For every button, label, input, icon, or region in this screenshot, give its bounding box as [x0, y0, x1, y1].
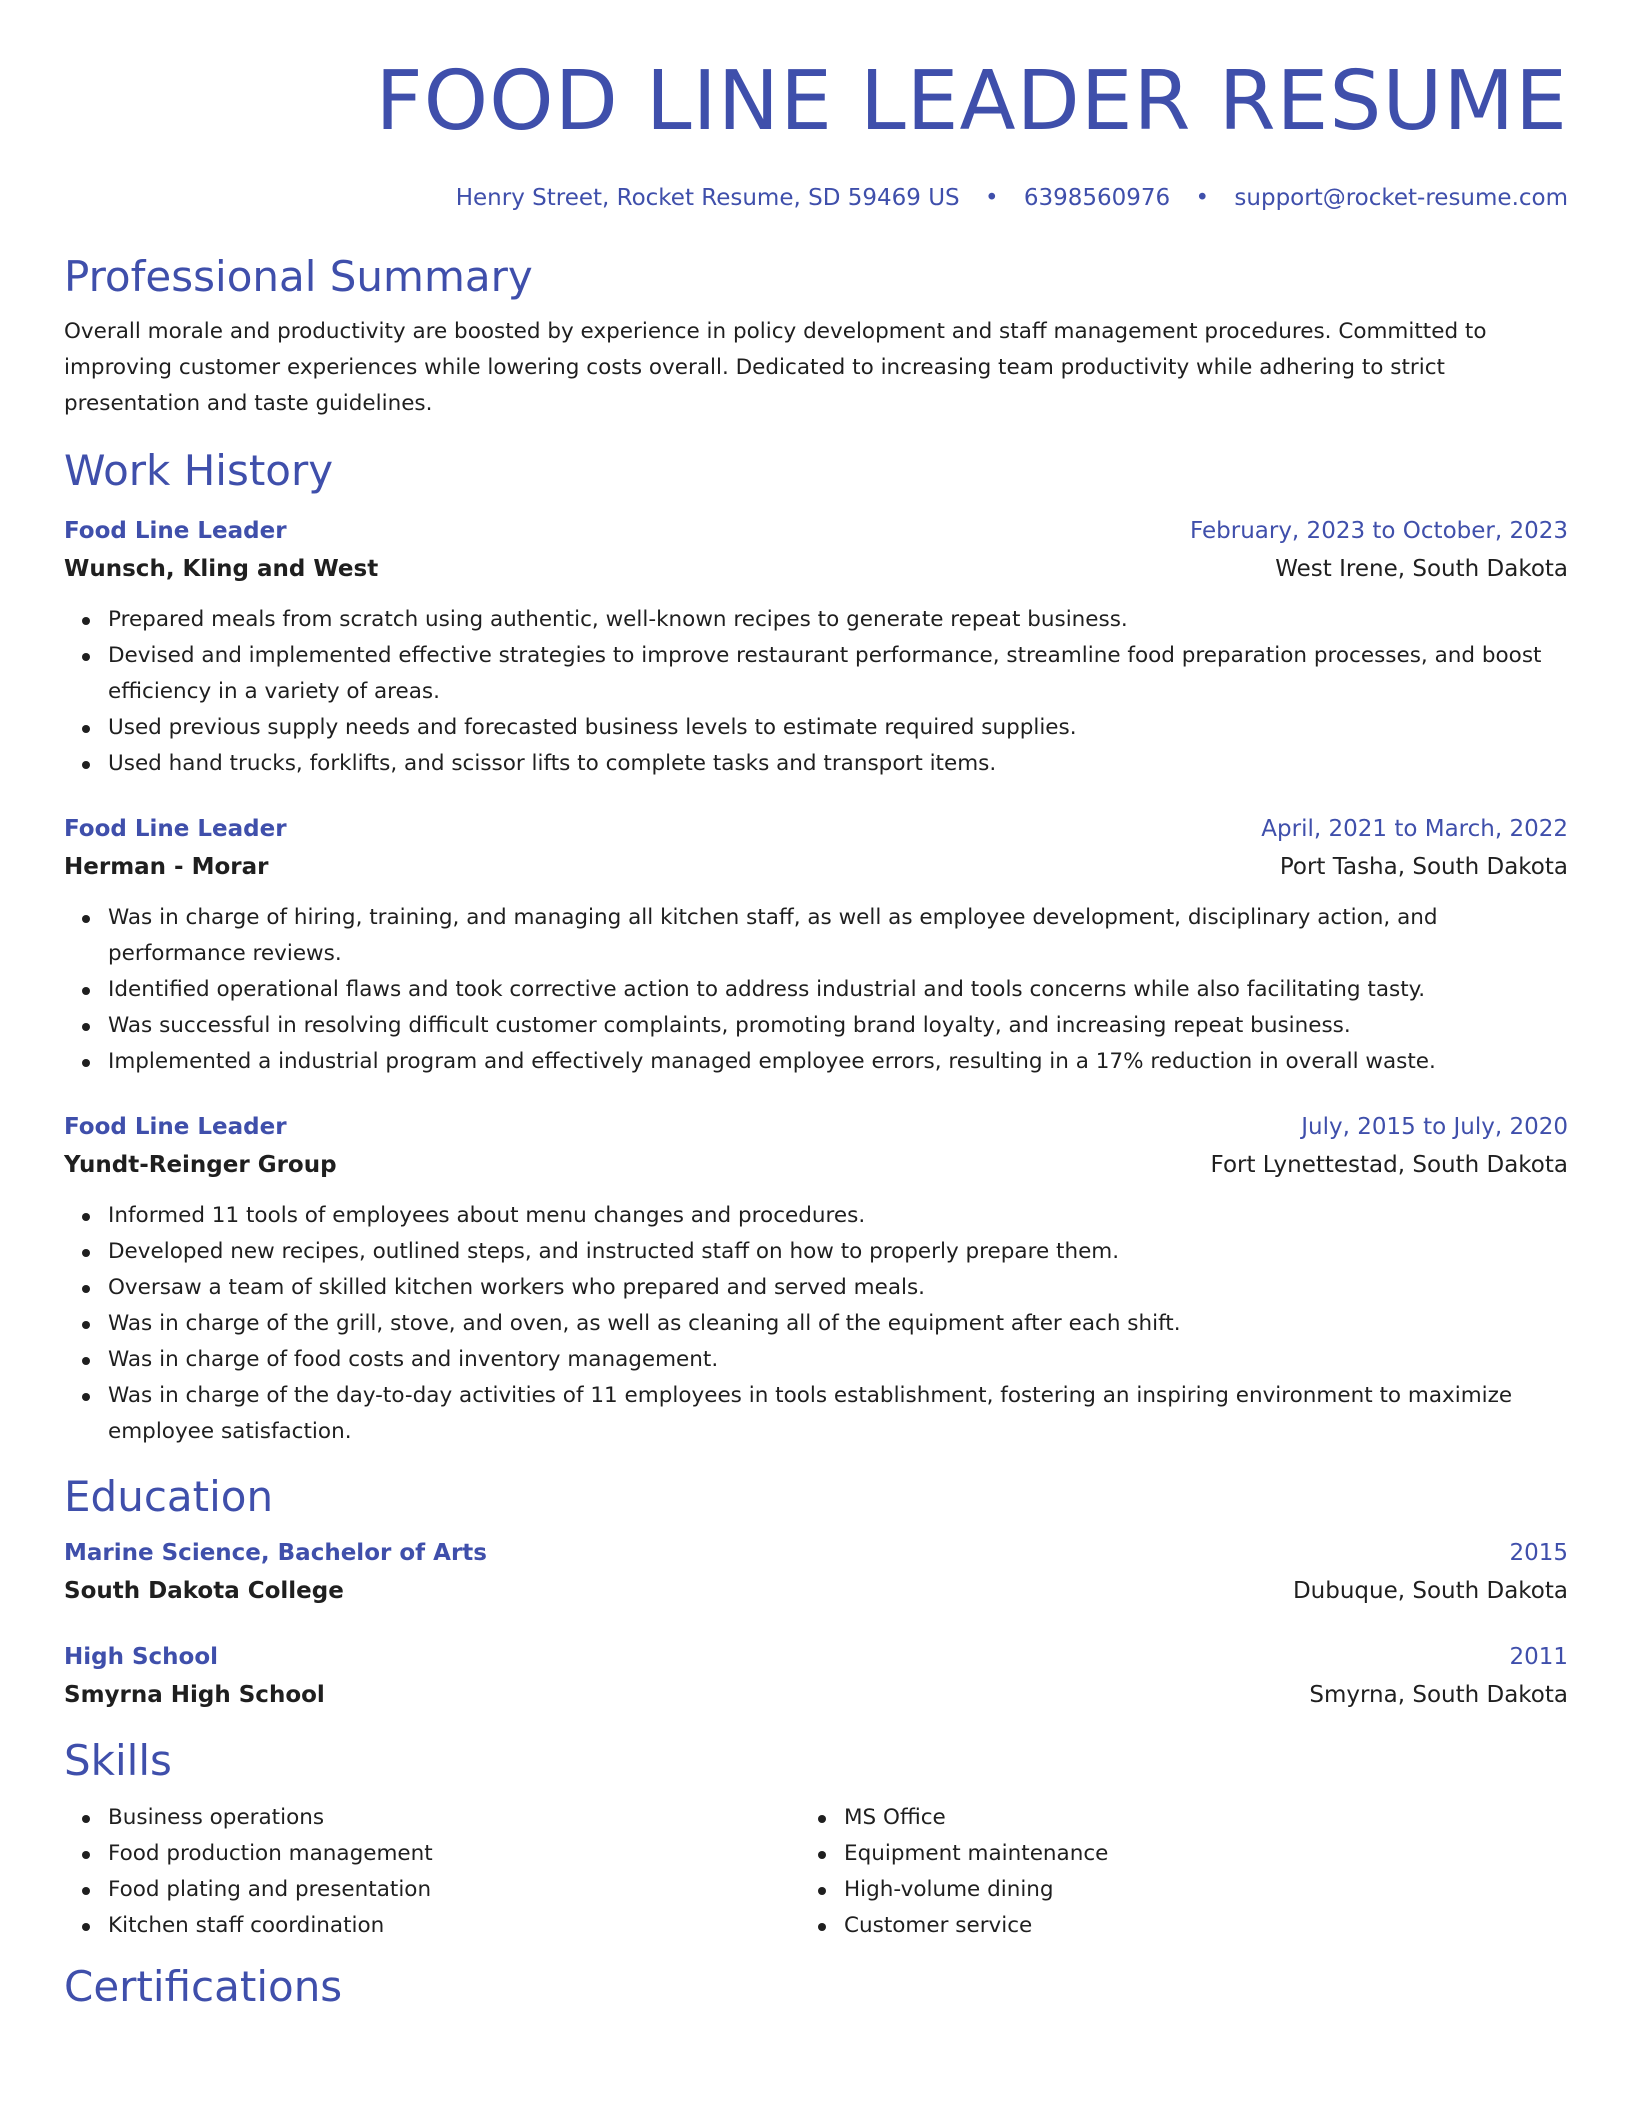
skill-item: Customer service	[844, 1908, 1536, 1944]
skills-heading: Skills	[64, 1736, 172, 1785]
skills-section	[64, 1736, 1568, 1944]
education-header-row	[64, 1638, 1568, 1676]
contact-line	[64, 182, 1568, 214]
education-location: Dubuque, South Dakota	[1292, 1578, 1568, 1604]
job-entry	[64, 512, 1568, 782]
education-degree: Marine Science, Bachelor of Arts	[64, 1540, 487, 1566]
education-location: Smyrna, South Dakota	[1309, 1682, 1568, 1708]
job-company-row	[64, 550, 1568, 588]
skill-item: Equipment maintenance	[844, 1836, 1536, 1872]
job-bullet: Was in charge of the day-to-day activities of 11 employees in tools establishment, fostering an inspiring environment to maximize employee satisfaction.	[108, 1378, 1568, 1450]
education-entry	[64, 1534, 1568, 1610]
job-bullets	[64, 900, 1568, 1080]
job-bullet: Devised and implemented effective strategies to improve restaurant performance, streamline food preparation processes, and boost efficiency in a variety of areas.	[108, 638, 1568, 710]
job-bullet: Used previous supply needs and forecasted business levels to estimate required supplies.	[108, 710, 1568, 746]
education-school: South Dakota College	[64, 1578, 344, 1604]
summary-text: Overall morale and productivity are boosted by experience in policy development and staff management procedures. Committed to improving customer experiences while lowering costs overall. Dedicated to increasing team productivity while adhering to strict presentation and taste guidelines.	[64, 319, 1487, 416]
job-bullets	[64, 1198, 1568, 1450]
contact-separator: •	[1195, 185, 1210, 211]
job-bullet: Prepared meals from scratch using authentic, well-known recipes to generate repeat business.	[108, 602, 1568, 638]
skill-item: Business operations	[108, 1800, 800, 1836]
job-bullet: Informed 11 tools of employees about menu changes and procedures.	[108, 1198, 1568, 1234]
education-header-row	[64, 1534, 1568, 1572]
job-location: Port Tasha, South Dakota	[1279, 854, 1568, 880]
education-degree: High School	[64, 1644, 219, 1670]
work-history-heading: Work History	[64, 446, 334, 495]
summary-section	[64, 252, 1568, 422]
job-bullet: Implemented a industrial program and effectively managed employee errors, resulting in a 17% reduction in overall waste.	[108, 1044, 1568, 1080]
job-company: Wunsch, Kling and West	[64, 556, 379, 582]
job-company: Yundt-Reinger Group	[64, 1152, 337, 1178]
education-entry	[64, 1638, 1568, 1714]
education-year: 2011	[1509, 1644, 1568, 1670]
job-dates: July, 2015 to July, 2020	[1301, 1114, 1568, 1140]
skill-item: High-volume dining	[844, 1872, 1536, 1908]
education-year: 2015	[1509, 1540, 1568, 1566]
skills-column-right	[800, 1800, 1536, 1944]
job-company: Herman - Morar	[64, 854, 269, 880]
work-history-section	[64, 446, 1568, 1450]
job-location: West Irene, South Dakota	[1275, 556, 1568, 582]
contact-email[interactable]: support@rocket-resume.com	[1234, 185, 1568, 211]
education-school-row	[64, 1676, 1568, 1714]
job-bullet: Was in charge of the grill, stove, and oven, as well as cleaning all of the equipment after each shift.	[108, 1306, 1568, 1342]
certifications-section	[64, 1962, 1568, 2012]
contact-separator: •	[984, 185, 999, 211]
skills-grid	[64, 1800, 1568, 1944]
job-bullet: Identified operational flaws and took corrective action to address industrial and tools concerns while also facilitating tasty.	[108, 972, 1568, 1008]
education-section	[64, 1472, 1568, 1714]
job-bullets	[64, 602, 1568, 782]
education-heading: Education	[64, 1472, 274, 1521]
resume-title: FOOD LINE LEADER RESUME	[375, 54, 1568, 149]
skill-item: MS Office	[844, 1800, 1536, 1836]
job-bullet: Was in charge of hiring, training, and managing all kitchen staff, as well as employee development, disciplinary action, and performance reviews.	[108, 900, 1568, 972]
education-school-row	[64, 1572, 1568, 1610]
contact-address: Henry Street, Rocket Resume, SD 59469 US	[455, 185, 960, 211]
job-dates: April, 2021 to March, 2022	[1261, 816, 1568, 842]
job-header-row	[64, 810, 1568, 848]
summary-heading: Professional Summary	[64, 252, 533, 301]
job-entry	[64, 1108, 1568, 1450]
skill-item: Food production management	[108, 1836, 800, 1872]
job-header-row	[64, 512, 1568, 550]
contact-phone[interactable]: 6398560976	[1023, 185, 1171, 211]
skills-list	[64, 1800, 800, 1944]
job-company-row	[64, 848, 1568, 886]
skills-column-left	[64, 1800, 800, 1944]
job-location: Fort Lynettestad, South Dakota	[1210, 1152, 1568, 1178]
job-role: Food Line Leader	[64, 1114, 287, 1140]
job-bullet: Used hand trucks, forklifts, and scissor lifts to complete tasks and transport items.	[108, 746, 1568, 782]
job-bullet: Oversaw a team of skilled kitchen workers who prepared and served meals.	[108, 1270, 1568, 1306]
job-header-row	[64, 1108, 1568, 1146]
education-school: Smyrna High School	[64, 1682, 325, 1708]
job-entry	[64, 810, 1568, 1080]
skills-list	[800, 1800, 1536, 1944]
skill-item: Kitchen staff coordination	[108, 1908, 800, 1944]
job-bullet: Developed new recipes, outlined steps, and instructed staff on how to properly prepare them.	[108, 1234, 1568, 1270]
skill-item: Food plating and presentation	[108, 1872, 800, 1908]
resume-header	[64, 0, 1568, 214]
job-role: Food Line Leader	[64, 518, 287, 544]
job-company-row	[64, 1146, 1568, 1184]
certifications-heading: Certifications	[64, 1962, 343, 2011]
job-dates: February, 2023 to October, 2023	[1190, 518, 1568, 544]
job-bullet: Was in charge of food costs and inventory management.	[108, 1342, 1568, 1378]
job-bullet: Was successful in resolving difficult customer complaints, promoting brand loyalty, and increasing repeat business.	[108, 1008, 1568, 1044]
job-role: Food Line Leader	[64, 816, 287, 842]
